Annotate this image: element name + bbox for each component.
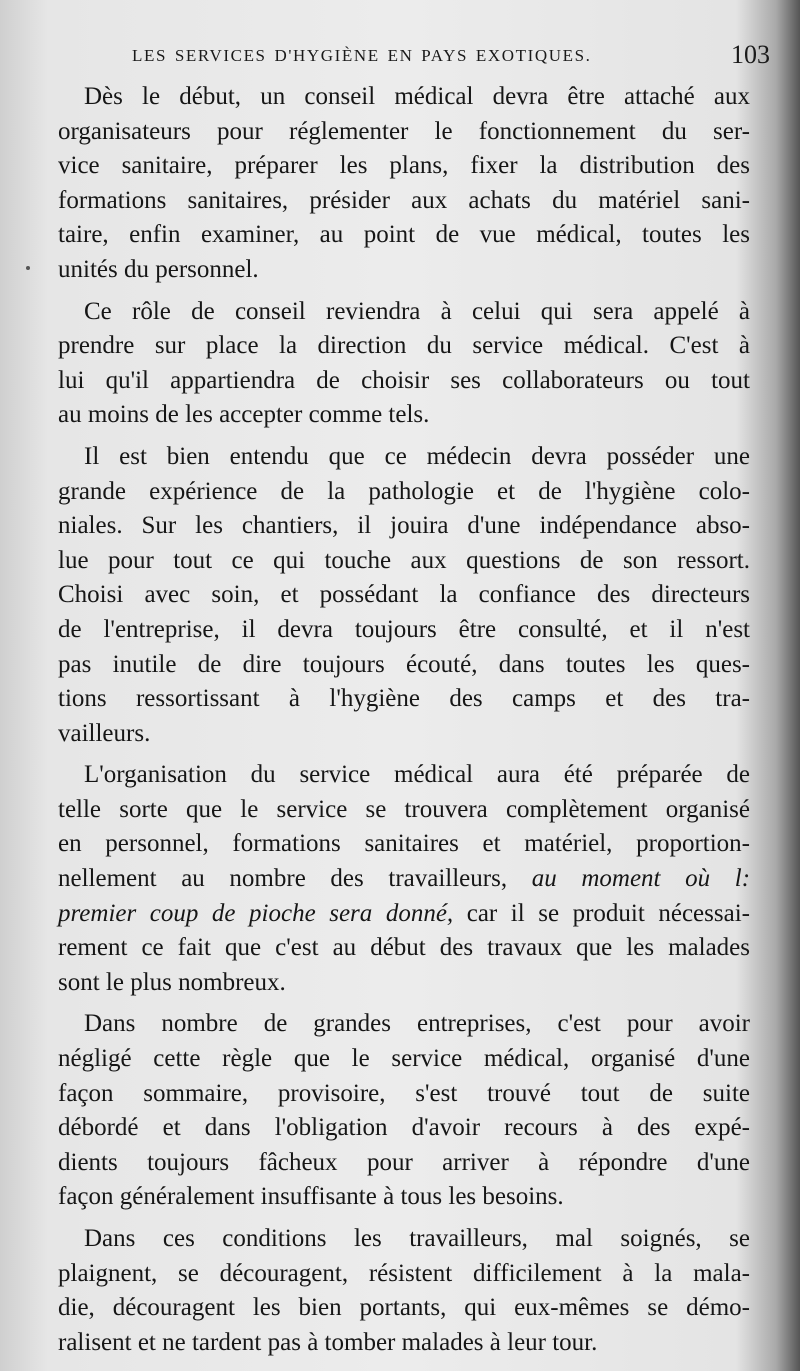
- paragraph: [58, 758, 750, 1000]
- text-line: Choisi avec soin, et possédant la confiance des directeurs: [58, 581, 750, 609]
- paragraph: [58, 1222, 750, 1360]
- text-line: plaignent, se découragent, résistent difficilement à la mala-: [58, 1259, 750, 1287]
- page-number: 103: [731, 40, 770, 69]
- text-line: de l'entreprise, il devra toujours être consulté, et il n'est: [58, 615, 750, 643]
- text-line: [58, 862, 750, 897]
- text-line: vailleurs.: [58, 719, 151, 747]
- text-line: vice sanitaire, préparer les plans, fixer la distribution des: [58, 152, 750, 180]
- text-line: prendre sur place la direction du service médical. C'est à: [58, 332, 750, 360]
- text-line: niales. Sur les chantiers, il jouira d'une indépendance abso-: [58, 512, 750, 540]
- text-line: die, découragent les bien portants, qui eux-mêmes se démo-: [58, 1294, 750, 1322]
- italic-phrase: au moment où l:: [531, 865, 751, 893]
- text-line: négligé cette règle que le service médical, organisé d'une: [58, 1045, 750, 1073]
- text-line: taire, enfin examiner, au point de vue médical, toutes les: [58, 221, 750, 249]
- text-line: ralisent et ne tardent pas à tomber malades à leur tour.: [58, 1328, 598, 1356]
- text-segment: car il se produit nécessai-: [466, 899, 750, 927]
- body-text: [58, 80, 750, 1367]
- text-line: [58, 897, 750, 932]
- italic-phrase: premier coup de pioche sera donné,: [58, 899, 454, 927]
- text-segment: nellement au nombre des travailleurs,: [58, 865, 508, 893]
- text-line: Dès le début, un conseil médical devra être attaché aux: [84, 83, 750, 110]
- text-line: Dans nombre de grandes entreprises, c'est pour avoir: [84, 1010, 750, 1038]
- text-line: formations sanitaires, présider aux achats du matériel sani-: [58, 186, 750, 214]
- text-line: Dans ces conditions les travailleurs, mal soignés, se: [84, 1225, 750, 1252]
- text-line: L'organisation du service médical aura été préparée de: [84, 761, 750, 789]
- text-line: lui qu'il appartiendra de choisir ses collaborateurs ou tout: [58, 366, 750, 394]
- paragraph: [58, 80, 750, 288]
- text-line: telle sorte que le service se trouvera complètement organisé: [58, 795, 750, 823]
- text-line: Ce rôle de conseil reviendra à celui qui sera appelé à: [84, 297, 750, 325]
- page-header: [132, 40, 770, 80]
- text-line: sont le plus nombreux.: [58, 968, 286, 996]
- paragraph: [58, 1007, 750, 1215]
- text-line: Il est bien entendu que ce médecin devra posséder une: [84, 442, 750, 470]
- text-line: en personnel, formations sanitaires et matériel, proportion-: [58, 830, 750, 858]
- text-line: rement ce fait que c'est au début des travaux que les malades: [58, 934, 750, 962]
- text-line: organisateurs pour réglementer le fonctionnement du ser-: [58, 117, 750, 145]
- text-line: façon sommaire, provisoire, s'est trouvé tout de suite: [58, 1079, 750, 1107]
- text-line: dients toujours fâcheux pour arriver à répondre d'une: [58, 1148, 750, 1176]
- text-line: façon généralement insuffisante à tous les besoins.: [58, 1183, 564, 1211]
- text-line: débordé et dans l'obligation d'avoir recours à des expé-: [58, 1114, 750, 1142]
- text-line: pas inutile de dire toujours écouté, dans toutes les ques-: [58, 650, 750, 678]
- paragraph: [58, 295, 750, 433]
- text-line: au moins de les accepter comme tels.: [58, 401, 430, 429]
- text-line: tions ressortissant à l'hygiène des camps et des tra-: [58, 685, 750, 713]
- paragraph: [58, 440, 750, 751]
- text-line: lue pour tout ce qui touche aux questions de son ressort.: [58, 546, 750, 574]
- text-line: grande expérience de la pathologie et de l'hygiène colo-: [58, 477, 750, 505]
- margin-mark: [26, 266, 30, 270]
- running-title: LES SERVICES D'HYGIÈNE EN PAYS EXOTIQUES.: [132, 46, 592, 65]
- text-line: unités du personnel.: [58, 255, 259, 283]
